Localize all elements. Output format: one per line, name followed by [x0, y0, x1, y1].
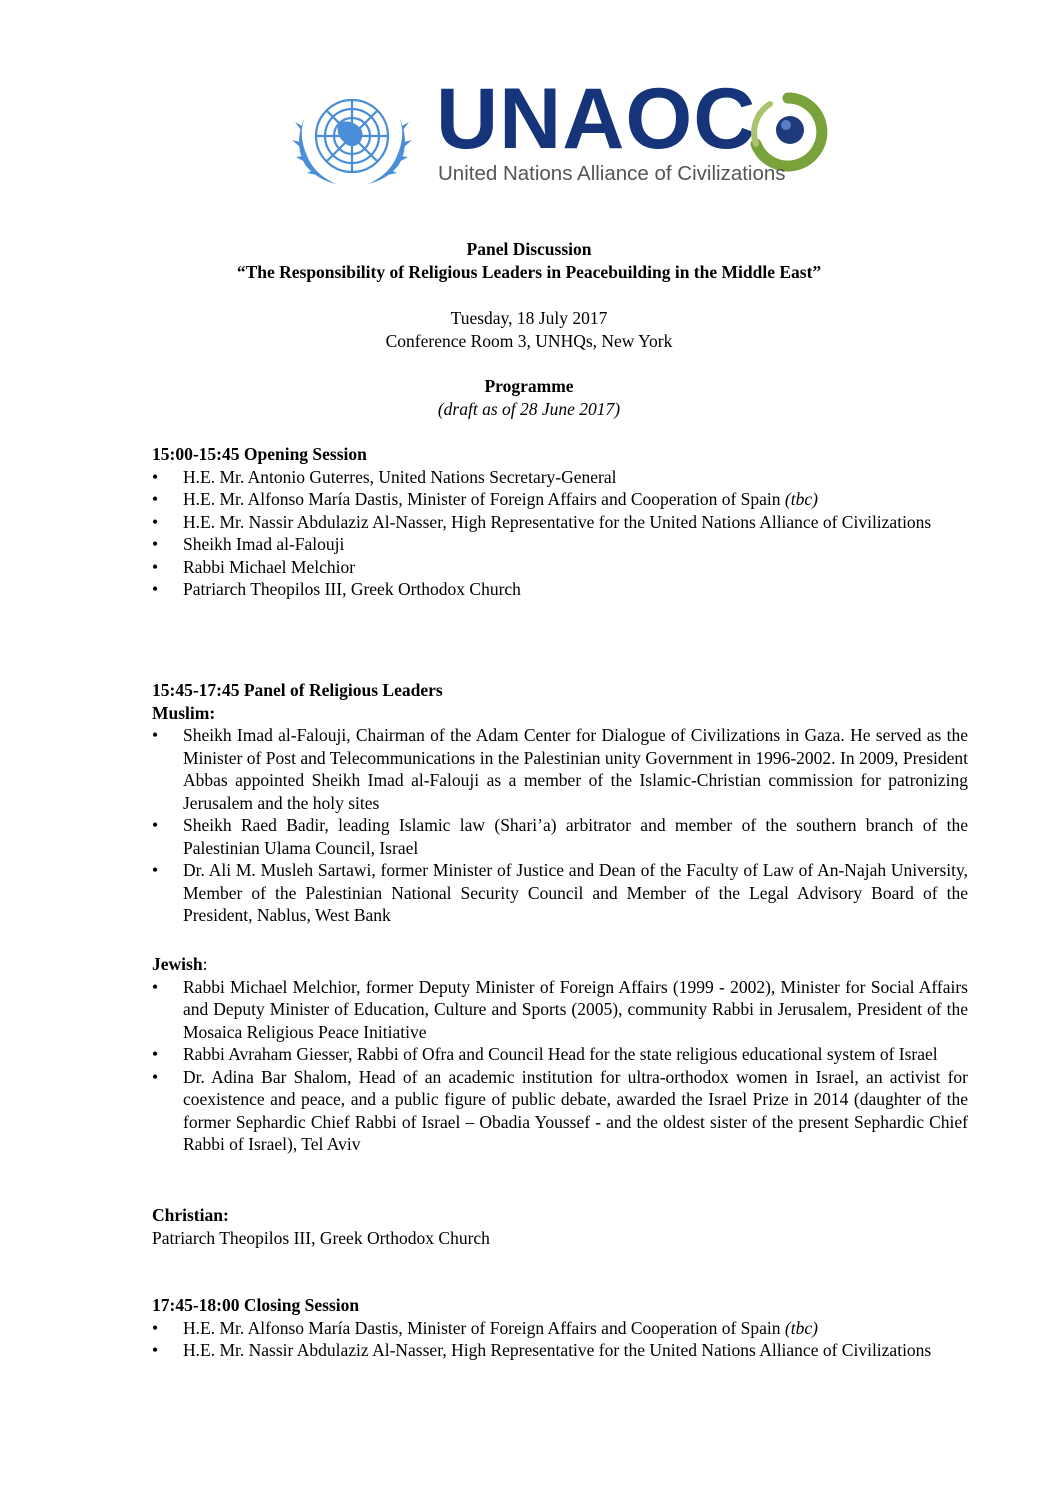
- list-item: [152, 533, 968, 556]
- programme-heading: Programme: [484, 376, 574, 396]
- list-item: [152, 488, 968, 511]
- list-item: • Dr. Adina Bar Shalom, Head of an academic institution for ultra-orthodox women in Israel, an activist for coexistence and peace, and a public figure of public debate, awarded the Israel Prize in 2014 (daughter of the former Sephardic Chief Rabbi of Israel – Obadia Youssef - and the oldest sister of the present Sephardic Chief Rabbi of Israel), Tel Aviv: [152, 1066, 968, 1156]
- opening-session: [152, 443, 968, 601]
- speaker-text: H.E. Mr. Antonio Guterres, United Nations Secretary-General: [183, 466, 617, 487]
- list-item: • Dr. Ali M. Musleh Sartawi, former Minister of Justice and Dean of the Faculty of Law of An-Najah University, Member of the Palestinian National Security Council and Member of the Legal Advisory Board of the President, Nablus, West Bank: [152, 859, 968, 927]
- tbc-note: (tbc): [784, 1317, 818, 1338]
- jewish-label: Jewish: [152, 954, 203, 974]
- christian-panelist: Patriarch Theopilos III, Greek Orthodox Church: [152, 1227, 490, 1248]
- speaker-text: H.E. Mr. Alfonso María Dastis, Minister of Foreign Affairs and Cooperation of Spain: [183, 489, 781, 509]
- jewish-panelists: [152, 953, 968, 1156]
- speaker-text: H.E. Mr. Alfonso María Dastis, Minister of Foreign Affairs and Cooperation of Spain: [183, 1317, 781, 1338]
- jewish-label-colon: :: [202, 954, 208, 974]
- event-type: Panel Discussion: [466, 239, 592, 259]
- speaker-text: Sheikh Imad al-Falouji: [183, 534, 345, 554]
- event-title: “The Responsibility of Religious Leaders in Peacebuilding in the Middle East”: [236, 262, 822, 282]
- list-item: [152, 466, 968, 489]
- list-item: [152, 511, 968, 534]
- event-date: Tuesday, 18 July 2017: [450, 308, 608, 328]
- speaker-text: Patriarch Theopilos III, Greek Orthodox Church: [183, 579, 521, 599]
- list-item: [152, 556, 968, 579]
- unaoc-logo: [288, 71, 848, 194]
- muslim-label: Muslim:: [152, 702, 216, 723]
- muslim-panelists-list: [152, 724, 968, 927]
- draft-note: (draft as of 28 June 2017): [437, 399, 621, 419]
- tbc-note: (tbc): [784, 489, 818, 509]
- opening-speakers-list: [152, 466, 968, 601]
- closing-session-title: 17:45-18:00 Closing Session: [152, 1295, 360, 1315]
- list-item: • Rabbi Michael Melchior, former Deputy Minister of Foreign Affairs (1999 - 2002), Minister for Social Affairs and Deputy Minister of Education, Culture and Sports (2005), community Rabbi in Jerusalem, President of the Mosaica Religious Peace Initiative: [152, 976, 968, 1044]
- christian-panelists: [152, 1204, 968, 1249]
- logo-wordmark: UNAOC: [436, 71, 757, 167]
- speaker-text: H.E. Mr. Nassir Abdulaziz Al-Nasser, High Representative for the United Nations Alliance of Civilizations: [183, 511, 932, 532]
- list-item: [152, 1317, 968, 1340]
- jewish-label-line: [152, 953, 968, 976]
- christian-label: Christian:: [152, 1205, 229, 1225]
- event-venue: Conference Room 3, UNHQs, New York: [385, 331, 673, 351]
- list-item: • Sheikh Imad al-Falouji, Chairman of the Adam Center for Dialogue of Civilizations in Gaza. He served as the Minister of Post and Telecommunications in the Palestinian unity Government in 1996-2002. In 2009, President Abbas appointed Sheikh Imad al-Falouji as a member of the Islamic-Christian commission for patronizing Jerusalem and the holy sites: [152, 724, 968, 814]
- opening-session-title: 15:00-15:45 Opening Session: [152, 444, 367, 464]
- list-item: • Rabbi Avraham Giesser, Rabbi of Ofra and Council Head for the state religious educational system of Israel: [152, 1043, 968, 1066]
- list-item: [152, 1339, 968, 1362]
- list-item: • Sheikh Raed Badir, leading Islamic law (Shari’a) arbitrator and member of the southern branch of the Palestinian Ulama Council, Israel: [152, 814, 968, 859]
- jewish-panelists-list: [152, 976, 968, 1156]
- list-item: [152, 578, 968, 601]
- globe-ring-icon: [746, 92, 830, 172]
- speaker-text: H.E. Mr. Nassir Abdulaziz Al-Nasser, High Representative for the United Nations Alliance of Civilizations: [183, 1340, 932, 1360]
- panel-session-title: 15:45-17:45 Panel of Religious Leaders: [152, 680, 443, 700]
- logo-subtitle: United Nations Alliance of Civilizations: [438, 162, 786, 185]
- closing-speakers-list: [152, 1317, 968, 1362]
- closing-session: [152, 1294, 968, 1362]
- speaker-text: Rabbi Michael Melchior: [183, 556, 356, 577]
- panel-session: [152, 679, 968, 927]
- un-emblem-icon: [288, 84, 416, 194]
